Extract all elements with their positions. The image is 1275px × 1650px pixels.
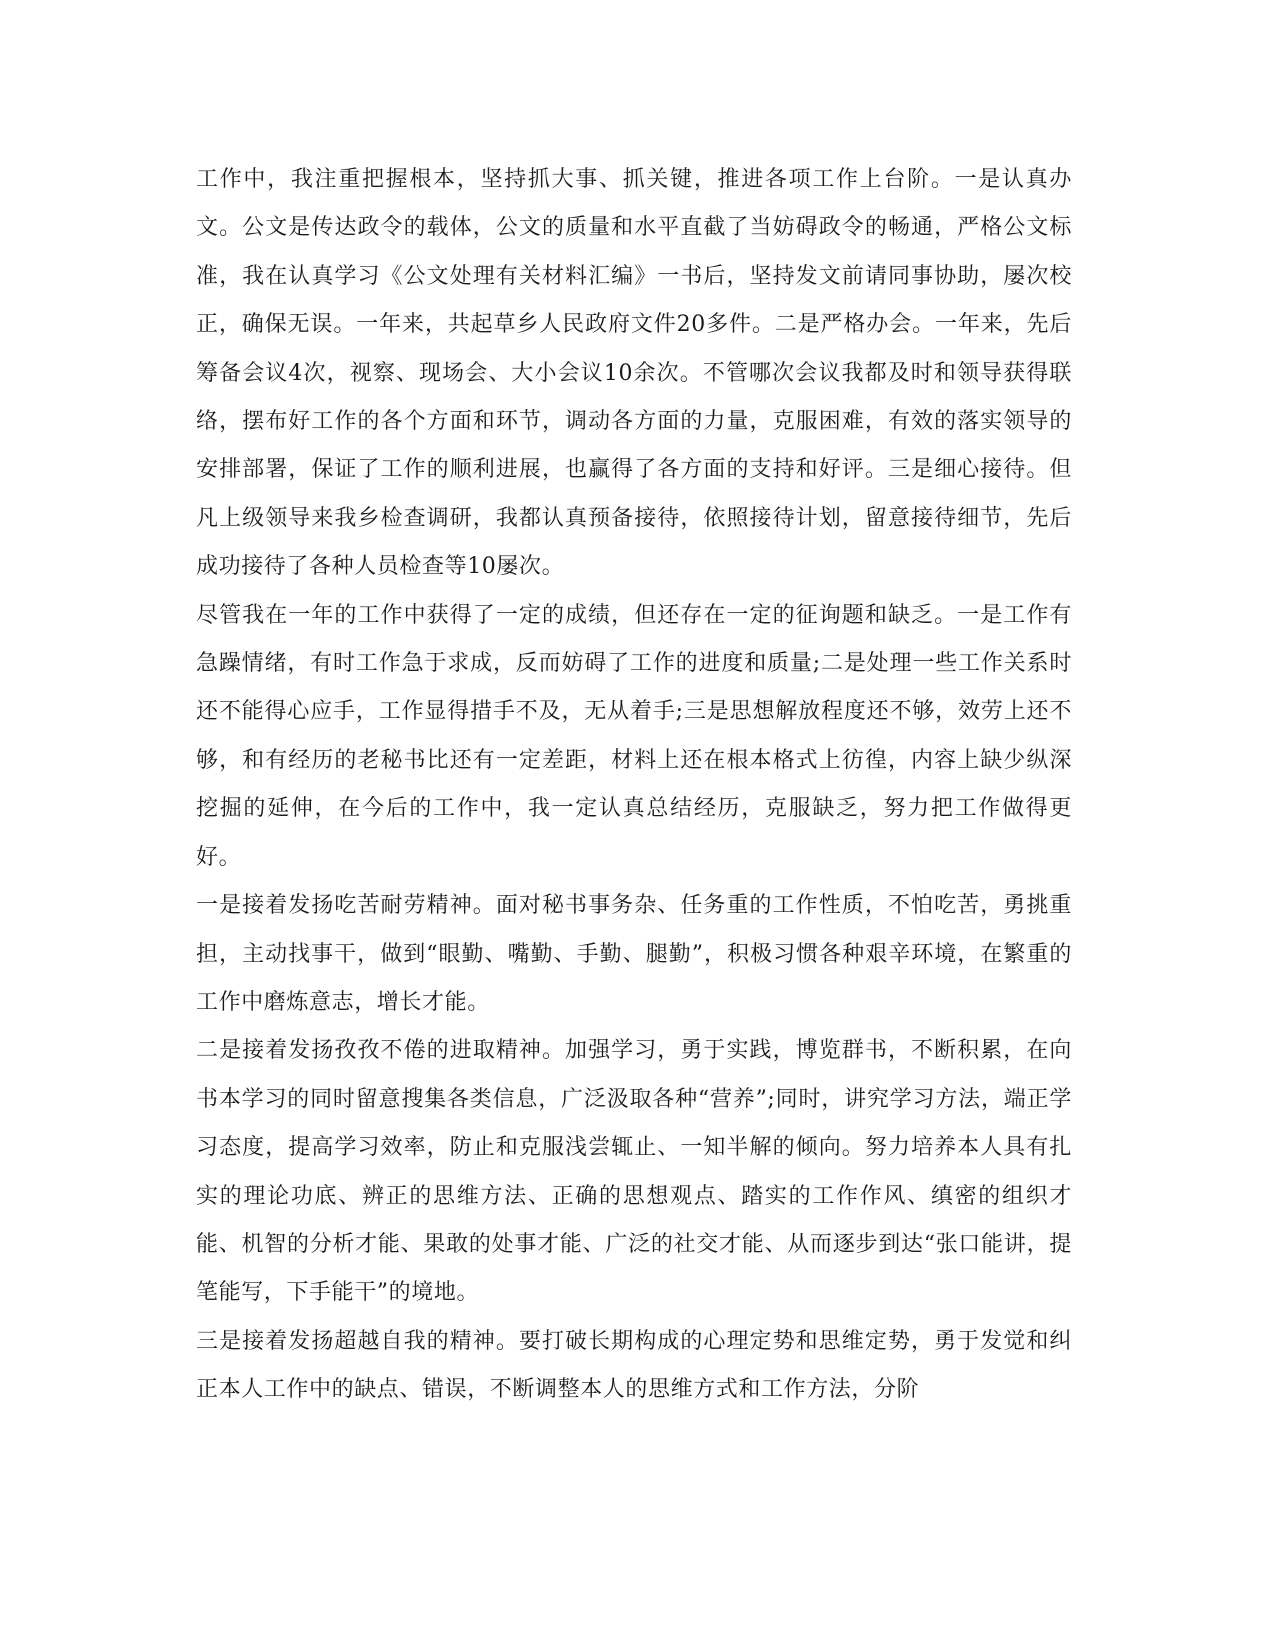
paragraph-plan-one: 一是接着发扬吃苦耐劳精神。面对秘书事务杂、任务重的工作性质，不怕吃苦，勇挑重担，主动找事干，做到“眼勤、嘴勤、手勤、腿勤”，积极习惯各种艰辛环境，在繁重的工作中磨炼意志，增长才能。 [196,893,1072,1015]
document-body [196,156,1072,1415]
paragraph-shortcomings: 尽管我在一年的工作中获得了一定的成绩，但还存在一定的征询题和缺乏。一是工作有急躁情绪，有时工作急于求成，反而妨碍了工作的进度和质量;二是处理一些工作关系时还不能得心应手，工作显得措手不及，无从着手;三是思想解放程度还不够，效劳上还不够，和有经历的老秘书比还有一定差距，材料上还在根本格式上彷徨，内容上缺少纵深挖掘的延伸，在今后的工作中，我一定认真总结经历，克服缺乏，努力把工作做得更好。 [196,602,1072,870]
paragraph-plan-three: 三是接着发扬超越自我的精神。要打破长期构成的心理定势和思维定势，勇于发觉和纠正本人工作中的缺点、错误，不断调整本人的思维方式和工作方法，分阶 [196,1328,1072,1403]
paragraph-work-summary: 工作中，我注重把握根本，坚持抓大事、抓关键，推进各项工作上台阶。一是认真办文。公文是传达政令的载体，公文的质量和水平直截了当妨碍政令的畅通，严格公文标准，我在认真学习《公文处理有关材料汇编》一书后，坚持发文前请同事协助，屡次校正，确保无误。一年来，共起草乡人民政府文件20多件。二是严格办会。一年来，先后筹备会议4次，视察、现场会、大小会议10余次。不管哪次会议我都及时和领导获得联络，摆布好工作的各个方面和环节，调动各方面的力量，克服困难，有效的落实领导的安排部署，保证了工作的顺利进展，也赢得了各方面的支持和好评。三是细心接待。但凡上级领导来我乡检查调研，我都认真预备接待，依照接待计划，留意接待细节，先后成功接待了各种人员检查等10屡次。 [196,167,1072,580]
paragraph-plan-two: 二是接着发扬孜孜不倦的进取精神。加强学习，勇于实践，博览群书，不断积累，在向书本学习的同时留意搜集各类信息，广泛汲取各种“营养”;同时，讲究学习方法，端正学习态度，提高学习效率，防止和克服浅尝辄止、一知半解的倾向。努力培养本人具有扎实的理论功底、辨正的思维方法、正确的思想观点、踏实的工作作风、缜密的组织才能、机智的分析才能、果敢的处事才能、广泛的社交才能、从而逐步到达“张口能讲，提笔能写，下手能干”的境地。 [196,1038,1072,1306]
